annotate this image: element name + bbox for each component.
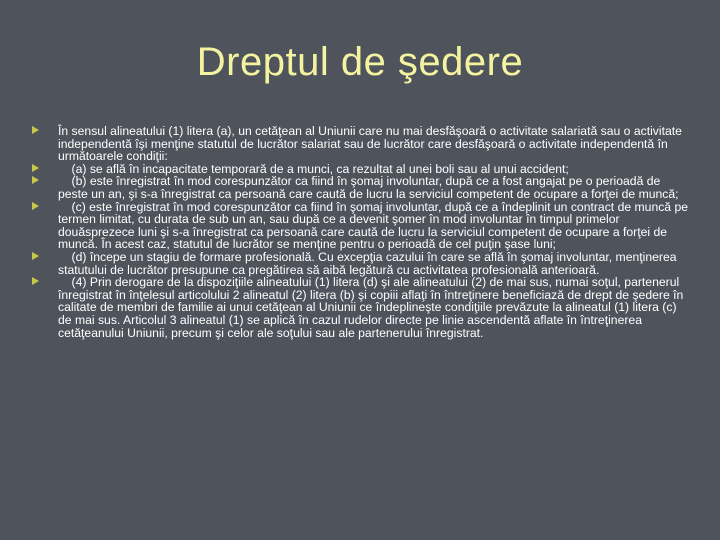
list-item — [30, 125, 690, 163]
bullet-list — [30, 125, 690, 339]
triangle-bullet-icon — [32, 277, 39, 285]
triangle-bullet-icon — [32, 126, 39, 134]
list-item — [30, 175, 690, 200]
list-item-text: (c) este înregistrat în mod corespunzător ca fiind în şomaj involuntar, după ce a îndeplinit un contract de muncă pe termen limitat, cu durata de sub un an, sau după ce a devenit şomer în mod involuntar în timpul primelor douăsprezece luni şi s-a înregistrat ca persoană care caută de lucru la serviciul competent de ocupare a forţei de muncă. În acest caz, statutul de lucrător se menţine pentru o perioadă de cel puţin şase luni; — [58, 199, 692, 252]
list-item — [30, 276, 690, 339]
list-item — [30, 201, 690, 251]
slide-title: Dreptul de şedere — [196, 40, 524, 84]
list-item-text: În sensul alineatului (1) litera (a), un cetăţean al Uniunii care nu mai desfăşoară o activitate salariată sau o activitate independentă îşi menţine statutul de lucrător salariat sau de lucrător care desfăşoară o activitate independentă în următoarele condiţii: — [58, 124, 686, 164]
list-item — [30, 251, 690, 276]
list-item-text: (b) este înregistrat în mod corespunzător ca fiind în şomaj involuntar, după ce a fost angajat pe o perioadă de peste un an, şi s-a înregistrat ca persoană care caută de lucru la serviciul competent de ocupare a forţei de muncă; — [58, 174, 679, 201]
triangle-bullet-icon — [32, 164, 39, 172]
triangle-bullet-icon — [32, 176, 39, 184]
list-item-text: (d) începe un stagiu de formare profesională. Cu excepţia cazului în care se află în şomaj involuntar, menţinerea statutului de lucrător presupune ca pregătirea să aibă legătură cu activitatea profesională anterioară. — [58, 249, 680, 277]
triangle-bullet-icon — [32, 252, 39, 260]
list-item-text: (a) se află în incapacitate temporară de a munci, ca rezultat al unei boli sau al unui accident; — [58, 161, 569, 176]
list-item-text: (4) Prin derogare de la dispoziţiile alineatului (1) litera (d) şi ale alineatului (2) de mai sus, numai soţul, partenerul înregistrat în înţelesul articolului 2 alineatul (2) litera (b) şi copiii aflaţi în întreţinere beneficiază de drept de şedere în calitate de membri de familie ai unui cetăţean al Uniunii ce îndeplineşte condiţiile prevăzute la alineatul (1) litera (c) de mai sus. Articolul 3 alineatul (1) se aplică în cazul rudelor directe pe linie ascendentă aflate în întreţinerea cetăţeanului Uniunii, precum şi celor ale soţului sau ale partenerului înregistrat. — [58, 275, 687, 340]
triangle-bullet-icon — [32, 202, 39, 210]
